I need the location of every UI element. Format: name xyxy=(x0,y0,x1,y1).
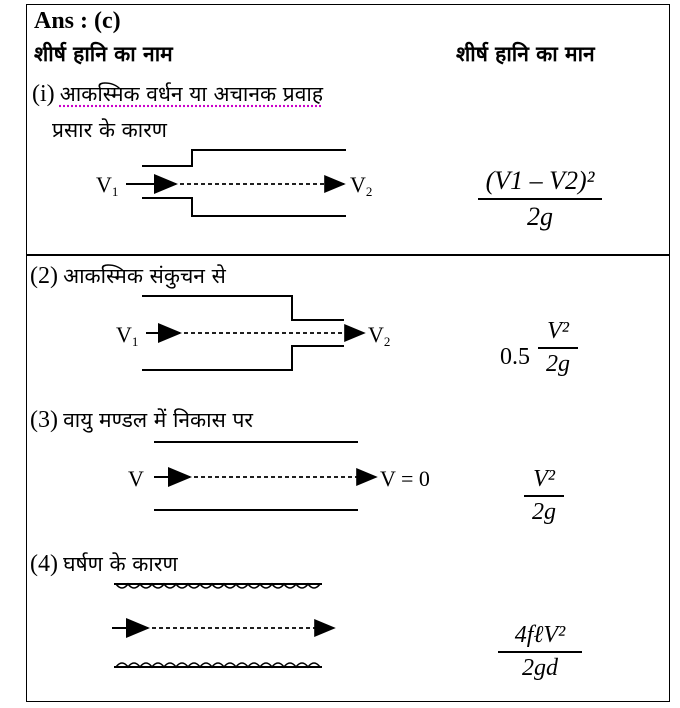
sudden-contraction-diagram xyxy=(116,296,390,370)
section-4-title: घर्षण के कारण xyxy=(63,552,178,576)
fraction-bar xyxy=(524,495,564,497)
section-2-formula xyxy=(538,318,578,378)
section-1-title-continued: प्रसार के कारण xyxy=(52,118,167,142)
header-head-loss-value: शीर्ष हानि का मान xyxy=(456,42,595,66)
section-3-number: (3) xyxy=(30,407,58,433)
section-2-outlet-velocity-label: V2 xyxy=(368,322,391,349)
fraction-bar xyxy=(538,347,578,349)
section-2-title: आकस्मिक संकुचन से xyxy=(63,264,226,288)
section-2-inlet-velocity-label: V1 xyxy=(116,322,139,349)
section-4-formula-numerator: 4fℓV² xyxy=(514,622,566,648)
sudden-enlargement-diagram xyxy=(96,150,372,216)
section-4-formula-denominator: 2gd xyxy=(522,654,558,681)
section-2-formula-denominator: 2g xyxy=(546,350,570,377)
section-3-formula-denominator: 2g xyxy=(532,498,556,525)
section-3-inlet-velocity-label: V xyxy=(128,466,144,491)
section-4-number: (4) xyxy=(30,551,58,577)
exit-to-atmosphere-diagram xyxy=(128,442,430,510)
section-1-inlet-velocity-label: V1 xyxy=(96,172,119,199)
section-3-formula-numerator: V² xyxy=(533,466,555,492)
section-1-formula xyxy=(478,166,602,232)
section-2-coefficient: 0.5 xyxy=(500,344,530,370)
section-1-title: आकस्मिक वर्धन या अचानक प्रवाह xyxy=(59,82,324,106)
header-head-loss-name: शीर्ष हानि का नाम xyxy=(34,42,173,66)
answer-label: Ans : (c) xyxy=(34,8,121,34)
section-1-formula-denominator: 2g xyxy=(527,201,553,231)
friction-diagram xyxy=(112,584,334,667)
section-4-formula xyxy=(498,622,582,682)
section-1-number: (i) xyxy=(32,81,55,107)
section-2-number: (2) xyxy=(30,263,58,289)
section-1-formula-numerator: (V1 – V2)² xyxy=(485,166,595,195)
fraction-bar xyxy=(478,198,602,200)
section-3-outlet-velocity-label: V = 0 xyxy=(380,466,430,491)
section-1-outlet-velocity-label: V2 xyxy=(350,172,373,199)
section-3-title: वायु मण्डल में निकास पर xyxy=(63,408,254,432)
fraction-bar xyxy=(498,651,582,653)
section-2-formula-numerator: V² xyxy=(547,318,569,344)
section-3-formula xyxy=(524,466,564,526)
